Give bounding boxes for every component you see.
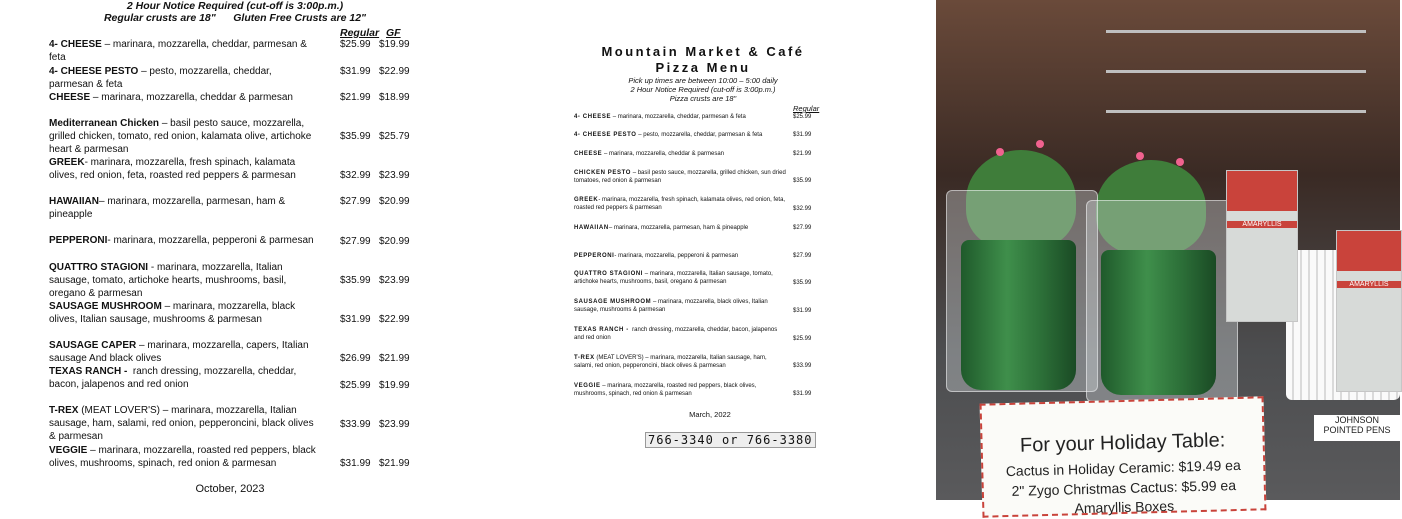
menu-item: [49, 234, 317, 247]
sign-line-amaryllis: Amaryllis Boxes: [1074, 497, 1175, 517]
pink-flower: [1036, 140, 1044, 148]
menu-item-name: QUATTRO STAGIONI: [574, 271, 644, 277]
price-gluten-free: $23.99: [379, 419, 410, 430]
crust-size: Pizza crusts are 18": [669, 94, 737, 103]
menu-item: [49, 261, 317, 300]
price-gluten-free: $20.99: [379, 236, 410, 247]
menu-item-name: VEGGIE: [49, 445, 88, 456]
notice-line-mid: 2 Hour Notice Required (cut-off is 3:00p.m.): [630, 85, 776, 94]
price-gluten-free: $19.99: [379, 39, 410, 50]
menu-item-description: – marinara, mozzarella, cheddar, parmesan & feta: [49, 39, 310, 63]
menu-item: [49, 117, 317, 156]
menu-item-name: GREEK: [49, 157, 85, 168]
menu-item-name: TEXAS RANCH -: [574, 327, 629, 333]
menu-item-description: – marinara, mozzarella, roasted red peppers, black olives, mushrooms, spinach, red onion & parmesan: [574, 383, 759, 397]
menu-item: [574, 382, 786, 398]
price-regular: $25.99: [340, 380, 371, 391]
price-gluten-free: $21.99: [379, 458, 410, 469]
green-pot: [961, 240, 1076, 390]
menu-item-name: CHICKEN PESTO: [574, 170, 632, 176]
amaryllis-box-label: AMARYLLIS: [1337, 281, 1401, 288]
menu-date-mid: March, 2022: [689, 410, 731, 419]
menu-item-name: CHEESE: [49, 92, 91, 103]
left-menu-page: [0, 0, 470, 500]
sign-line-cactus-ceramic: Cactus in Holiday Ceramic: $19.49 ea: [1005, 456, 1241, 480]
menu-item-name: 4- CHEESE: [574, 114, 612, 120]
menu-item-name: 4- CHEESE PESTO: [49, 66, 139, 77]
price-regular: $32.99: [793, 206, 812, 212]
price-regular: $31.99: [793, 132, 812, 138]
price-regular: $32.99: [340, 170, 371, 181]
menu-item-name: CHEESE: [574, 151, 603, 157]
price-regular: $35.99: [340, 275, 371, 286]
price-gluten-free: $21.99: [379, 353, 410, 364]
holiday-sign: [980, 396, 1267, 517]
price-gluten-free: $22.99: [379, 314, 410, 325]
menu-item-description: - marinara, mozzarella, Italian sausage, tomato, artichoke hearts, mushrooms, basil, oregano & parmesan: [49, 262, 290, 299]
menu-item-description: – marinara, mozzarella, black olives, Italian sausage, mushrooms & parmesan: [49, 301, 298, 325]
price-regular: $25.99: [793, 336, 812, 342]
menu-item-description: – marinara, mozzarella, cheddar & parmesan: [90, 92, 293, 103]
menu-item-description: – basil pesto sauce, mozzarella, grilled chicken, sun dried tomatoes, red onion & parmesan: [574, 170, 788, 184]
price-regular: $26.99: [340, 353, 371, 364]
pink-flower: [996, 148, 1004, 156]
menu-item: [49, 444, 317, 470]
menu-item: [49, 339, 317, 365]
menu-item: [574, 196, 786, 212]
menu-item-description: ranch dressing, mozzarella, cheddar, bacon, jalapenos and red onion: [49, 366, 300, 390]
menu-item-description: – marinara, mozzarella, cheddar, parmesan & feta: [611, 114, 746, 120]
crusts-line: Regular crusts are 18" Gluten Free Crusts are 12": [103, 12, 367, 24]
phone-numbers: 766-3340 or 766-3380: [645, 432, 816, 448]
menu-item: [574, 113, 786, 121]
menu-item-name: T-REX: [574, 355, 595, 361]
menu-item-description: – pesto, mozzarella, cheddar, parmesan & feta: [49, 66, 275, 90]
price-regular: $31.99: [793, 308, 812, 314]
menu-item: [49, 38, 317, 64]
amaryllis-box-label: AMARYLLIS: [1227, 221, 1297, 228]
menu-item: [49, 156, 317, 182]
menu-subtitle: Pizza Menu: [655, 60, 751, 75]
menu-item-name: GREEK: [574, 197, 599, 203]
menu-item-name: 4- CHEESE PESTO: [574, 132, 637, 138]
price-gluten-free: $25.79: [379, 131, 410, 142]
col-header-regular-mid: Regular: [793, 104, 820, 113]
menu-item: [49, 65, 317, 91]
price-gluten-free: $18.99: [379, 92, 410, 103]
price-regular: $31.99: [340, 314, 371, 325]
menu-item-name: 4- CHEESE: [49, 39, 102, 50]
pink-flower: [1136, 152, 1144, 160]
menu-item-description: ranch dressing, mozzarella, cheddar, bacon, jalapenos and red onion: [574, 327, 779, 341]
menu-item-description: - marinara, mozzarella, pepperoni & parmesan: [107, 235, 314, 246]
price-regular: $35.99: [793, 280, 812, 286]
menu-date: October, 2023: [195, 483, 265, 495]
pointed-pens-label: POINTED PENS: [1323, 425, 1391, 435]
menu-item-name: PEPPERONI: [49, 235, 108, 246]
price-regular: $21.99: [793, 151, 812, 157]
price-gluten-free: $23.99: [379, 170, 410, 181]
green-pot: [1101, 250, 1216, 395]
middle-menu-page: [470, 0, 936, 500]
price-regular: $27.99: [340, 196, 371, 207]
menu-item-description: (MEAT LOVER'S) – marinara, mozzarella, Italian sausage, ham, salami, red onion, pepperoncini, black olives & parmesan: [49, 405, 317, 442]
menu-item: [574, 354, 786, 370]
amaryllis-box: [1336, 230, 1402, 392]
menu-item: [574, 131, 786, 139]
menu-item: [574, 169, 786, 185]
menu-item-description: - marinara, mozzarella, fresh spinach, kalamata olives, red onion, feta, roasted red peppers & parmesan: [49, 157, 298, 181]
menu-item-description: – marinara, mozzarella, roasted red peppers, black olives, mushrooms, spinach, red onion & parmesan: [49, 445, 319, 469]
menu-item-name: VEGGIE: [574, 383, 601, 389]
price-gluten-free: $23.99: [379, 275, 410, 286]
wire-shelf: [1106, 70, 1366, 73]
menu-item-name: Mediterranean Chicken: [49, 118, 160, 129]
menu-item-name: HAWAIIAN: [49, 196, 99, 207]
menu-item: [49, 300, 317, 326]
price-regular: $31.99: [793, 391, 812, 397]
menu-item: [574, 270, 786, 286]
menu-item-name: SAUSAGE CAPER: [49, 340, 137, 351]
price-regular: $27.99: [793, 253, 812, 259]
menu-item-description: – marinara, mozzarella, cheddar & parmesan: [602, 151, 725, 157]
price-regular: $27.99: [793, 225, 812, 231]
sign-heading: For your Holiday Table:: [1019, 429, 1226, 457]
menu-item-description: (MEAT LOVER'S) – marinara, mozzarella, Italian sausage, ham, salami, red onion, pepperoncini, black olives & parmesan: [574, 355, 769, 369]
wire-shelf: [1106, 110, 1366, 113]
menu-item-description: – pesto, mozzarella, cheddar, parmesan & feta: [636, 132, 763, 138]
menu-item-description: – marinara, mozzarella, Italian sausage, tomato, artichoke hearts, mushrooms, basil, oregano & parmesan: [574, 271, 775, 285]
menu-item-description: – basil pesto sauce, mozzarella, grilled chicken, tomato, red onion, kalamata olive, artichoke heart & parmesan: [49, 118, 315, 155]
pickup-times: Pick up times are between 10:00 – 5:00 daily: [628, 76, 778, 85]
menu-item-description: – marinara, mozzarella, black olives, Italian sausage, mushrooms & parmesan: [574, 299, 770, 313]
menu-item-name: TEXAS RANCH -: [49, 366, 128, 377]
menu-item: [574, 298, 786, 314]
notice-line: 2 Hour Notice Required (cut-off is 3:00p.m.): [126, 0, 344, 12]
johnson-pens-card: [1314, 415, 1400, 441]
menu-item: [49, 365, 317, 391]
price-gluten-free: $20.99: [379, 196, 410, 207]
menu-item-description: – marinara, mozzarella, parmesan, ham & pineapple: [49, 196, 288, 220]
menu-item-name: QUATTRO STAGIONI: [49, 262, 149, 273]
menu-item: [574, 224, 786, 232]
wire-shelf: [1106, 30, 1366, 33]
pink-flower: [1176, 158, 1184, 166]
col-header-regular: Regular: [340, 27, 380, 39]
amaryllis-box: [1226, 170, 1298, 322]
price-regular: $21.99: [340, 92, 371, 103]
menu-item: [49, 91, 317, 104]
store-photo: [936, 0, 1400, 517]
price-regular: $31.99: [340, 458, 371, 469]
menu-item-name: T-REX: [49, 405, 79, 416]
menu-title: Mountain Market & Café: [601, 44, 805, 59]
menu-item: [574, 326, 786, 342]
price-regular: $35.99: [793, 178, 812, 184]
price-gluten-free: $19.99: [379, 380, 410, 391]
menu-item: [574, 150, 786, 158]
menu-item: [49, 404, 317, 443]
price-regular: $25.99: [793, 114, 812, 120]
menu-item-description: - marinara, mozzarella, pepperoni & parmesan: [614, 253, 739, 259]
col-header-gf: GF: [386, 27, 401, 39]
price-regular: $27.99: [340, 236, 371, 247]
sign-line-zygo-cactus: 2" Zygo Christmas Cactus: $5.99 ea: [1011, 477, 1237, 499]
menu-item-name: HAWAIIAN: [574, 225, 609, 231]
menu-item-name: PEPPERONI: [574, 253, 615, 259]
menu-item: [574, 252, 786, 260]
price-regular: $33.99: [793, 363, 812, 369]
menu-item-name: SAUSAGE MUSHROOM: [574, 299, 652, 305]
price-regular: $35.99: [340, 131, 371, 142]
menu-item-name: SAUSAGE MUSHROOM: [49, 301, 162, 312]
price-gluten-free: $22.99: [379, 66, 410, 77]
menu-item-description: – marinara, mozzarella, capers, Italian sausage And black olives: [49, 340, 312, 364]
price-regular: $33.99: [340, 419, 371, 430]
menu-item: [49, 195, 317, 221]
price-regular: $25.99: [340, 39, 371, 50]
menu-item-description: - marinara, mozzarella, fresh spinach, kalamata olives, red onion, feta, roasted red peppers & parmesan: [574, 197, 787, 211]
price-regular: $31.99: [340, 66, 371, 77]
menu-item-description: – marinara, mozzarella, parmesan, ham & pineapple: [608, 225, 749, 231]
johnson-label: JOHNSON: [1334, 415, 1379, 425]
